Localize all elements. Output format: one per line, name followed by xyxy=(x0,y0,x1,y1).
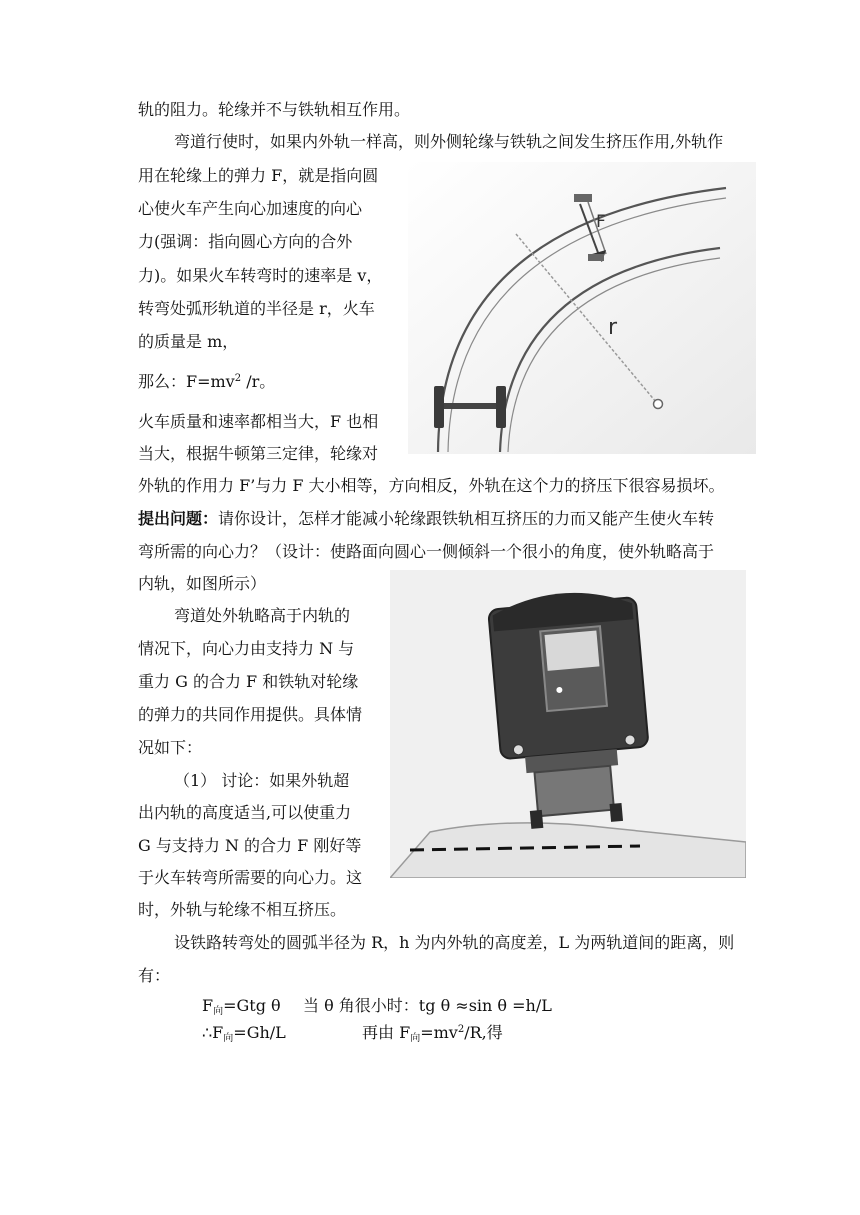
formula-text: /R,得 xyxy=(464,1023,503,1042)
text-line xyxy=(138,509,714,529)
text-line: 弯道行使时，如果内外轨一样高，则外侧轮缘与铁轨之间发生挤压作用,外轨作 xyxy=(174,132,724,151)
figure-background xyxy=(408,162,756,454)
wheel-flange-inner xyxy=(588,254,604,261)
text-line: G 与支持力 N 的合力 F 刚好等 xyxy=(138,836,362,855)
light-right xyxy=(625,735,636,746)
text-line: （1） 讨论：如果外轨超 xyxy=(174,771,350,790)
window-glare xyxy=(545,630,600,670)
text-line: 时，外轨与轮缘不相互挤压。 xyxy=(138,900,347,919)
wheel-left xyxy=(530,810,544,829)
question-text: 请你设计，怎样才能减小轮缘跟铁轨相互挤压的力而又能产生使火车转 xyxy=(218,509,715,528)
formula-line xyxy=(138,372,275,395)
text-line: 力(强调：指向圆心方向的合外 xyxy=(138,232,353,251)
formula-text: 那么：F=mv xyxy=(138,372,235,391)
question-heading: 提出问题： xyxy=(138,509,219,528)
tilted-train-figure xyxy=(390,570,746,878)
light-left xyxy=(513,744,524,755)
wheel-right xyxy=(610,803,624,822)
text-line: 心使火车产生向心加速度的向心 xyxy=(138,199,363,218)
text-line: 设铁路转弯处的圆弧半径为 R，h 为内外轨的高度差，L 为两轨道间的距离，则 xyxy=(174,933,735,952)
formula-text: F xyxy=(202,996,214,1015)
formula-line xyxy=(202,1023,286,1046)
text-line: 情况下，向心力由支持力 N 与 xyxy=(138,639,355,658)
text-line: 况如下： xyxy=(138,738,203,757)
text-line: 火车质量和速率都相当大，F 也相 xyxy=(138,412,379,431)
text-line: 的质量是 m， xyxy=(138,332,239,351)
left-wheel xyxy=(434,386,444,428)
axle xyxy=(438,403,502,409)
text-line: 当大，根据牛顿第三定律，轮缘对 xyxy=(138,444,379,463)
subscript: 向 xyxy=(410,1033,421,1044)
superscript: 2 xyxy=(457,1024,465,1035)
center-point xyxy=(654,400,663,409)
formula-text: 再由 F xyxy=(362,1023,411,1042)
formula-line: 当 θ 角很小时：tg θ ≈sin θ =h/L xyxy=(303,996,552,1015)
right-wheel xyxy=(496,386,506,428)
text-line: 弯道处外轨略高于内轨的 xyxy=(174,606,351,625)
text-line: 出内轨的高度适当,可以使重力 xyxy=(138,803,352,822)
bogie xyxy=(534,766,614,816)
formula-text: ∴F xyxy=(202,1023,224,1042)
text-line: 内轨，如图所示） xyxy=(138,574,267,593)
formula-line xyxy=(362,1023,503,1046)
formula-text: =Gh/L xyxy=(233,1023,286,1042)
formula-text: =mv xyxy=(420,1023,458,1042)
subscript: 向 xyxy=(213,1006,224,1017)
text-line: 重力 G 的合力 F 和铁轨对轮缘 xyxy=(138,672,359,691)
wheel-flange-outer xyxy=(574,194,592,202)
text-line: 转弯处弧形轨道的半径是 r，火车 xyxy=(138,299,375,318)
text-line: 有： xyxy=(138,966,171,985)
text-line: 用在轮缘上的弹力 F，就是指向圆 xyxy=(138,166,379,185)
formula-line xyxy=(202,996,281,1019)
subscript: 向 xyxy=(223,1033,234,1044)
text-line: 于火车转弯所需要的向心力。这 xyxy=(138,868,363,887)
text-line: 弯所需的向心力？（设计：使路面向圆心一侧倾斜一个很小的角度，使外轨略高于 xyxy=(138,542,715,561)
radius-label: r xyxy=(608,315,618,340)
text-line: 外轨的作用力 F’与力 F 大小相等，方向相反，外轨在这个力的挤压下很容易损坏。 xyxy=(138,476,725,495)
text-line: 轨的阻力。轮缘并不与铁轨相互作用。 xyxy=(138,100,411,119)
curved-track-figure xyxy=(408,162,756,454)
text-line: 力)。如果火车转弯时的速率是 v， xyxy=(138,266,383,285)
text-line: 的弹力的共同作用提供。具体情 xyxy=(138,705,363,724)
formula-text: /r。 xyxy=(241,372,276,391)
formula-text: =Gtg θ xyxy=(223,996,281,1015)
superscript: 2 xyxy=(234,373,242,384)
force-label: F xyxy=(596,212,606,232)
